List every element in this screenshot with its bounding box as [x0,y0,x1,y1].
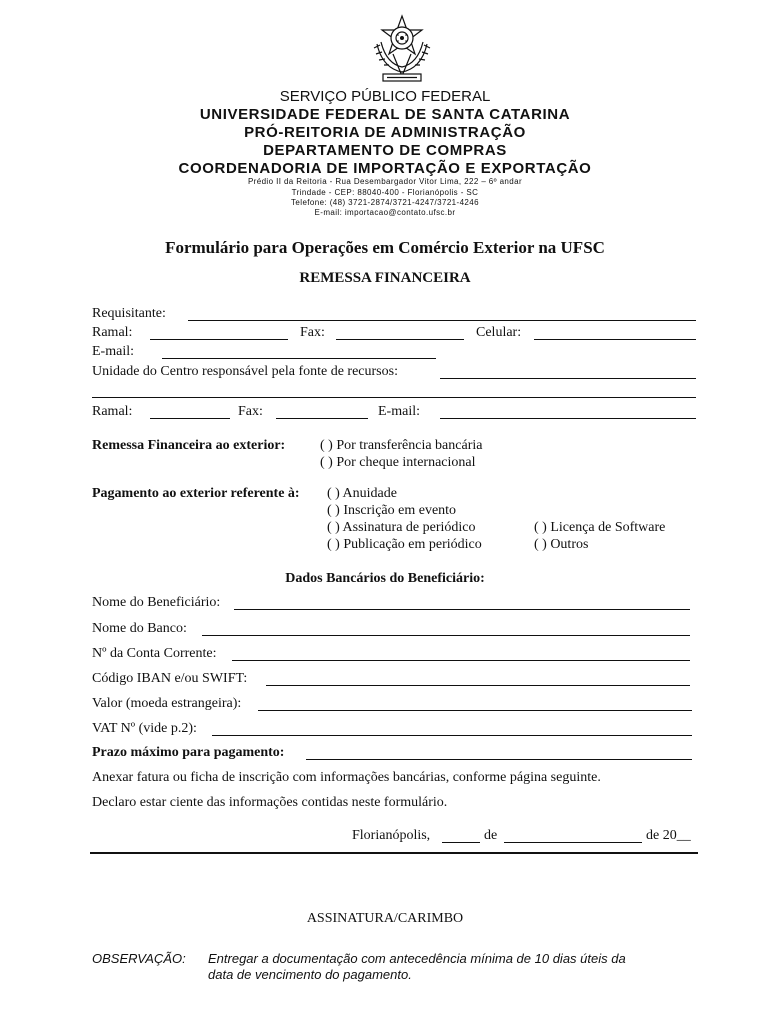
remessa-option-cheque[interactable]: ( ) Por cheque internacional [320,455,476,470]
fax-label: Fax: [300,325,325,340]
ramal2-label: Ramal: [92,404,133,419]
email-line: E-mail: importacao@contato.ufsc.br [314,208,456,217]
pagamento-option-inscricao[interactable]: ( ) Inscrição em evento [327,503,457,518]
coordination-name: COORDENADORIA DE IMPORTAÇÃO E EXPORTAÇÃO [178,160,592,177]
iban-label: Código IBAN e/ou SWIFT: [92,671,248,686]
vat-field[interactable] [212,735,692,736]
valor-label: Valor (moeda estrangeira): [92,696,242,711]
prazo-field[interactable] [306,759,692,760]
fax2-label: Fax: [238,404,263,419]
pagamento-option-publicacao[interactable]: ( ) Publicação em periódico [327,537,482,552]
proreitoria-name: PRÓ-REITORIA DE ADMINISTRAÇÃO [244,124,526,141]
date-day-field[interactable] [442,842,480,843]
unidade-field-continuation[interactable] [92,397,696,398]
conta-label: Nº da Conta Corrente: [92,646,217,661]
observation-label: OBSERVAÇÃO: [92,951,186,966]
coat-of-arms-icon [369,14,435,86]
iban-field[interactable] [266,685,690,686]
ramal-field[interactable] [150,339,288,340]
ramal-label: Ramal: [92,325,133,340]
remessa-option-transferencia[interactable]: ( ) Por transferência bancária [320,438,483,453]
form-subtitle: REMESSA FINANCEIRA [299,270,471,286]
celular-label: Celular: [476,325,522,340]
bank-heading: Dados Bancários do Beneficiário: [285,571,485,586]
beneficiario-field[interactable] [234,609,690,610]
service-title: SERVIÇO PÚBLICO FEDERAL [279,88,491,105]
university-name: UNIVERSIDADE FEDERAL DE SANTA CATARINA [199,106,571,123]
fax-field[interactable] [336,339,464,340]
ramal2-field[interactable] [150,418,230,419]
unidade-label: Unidade do Centro responsável pela fonte de recursos: [92,364,398,379]
separator-line [90,852,698,854]
date-de-1: de [484,828,498,843]
vat-label: VAT Nº (vide p.2): [92,721,197,736]
unidade-field[interactable] [440,378,696,379]
requisitante-field[interactable] [188,320,696,321]
requisitante-label: Requisitante: [92,306,166,321]
banco-field[interactable] [202,635,690,636]
email2-field[interactable] [440,418,696,419]
pagamento-option-anuidade[interactable]: ( ) Anuidade [327,486,397,501]
phone-line: Telefone: (48) 3721-2874/3721-4247/3721-4246 [291,198,479,207]
email-field[interactable] [162,358,436,359]
declaro-note: Declaro estar ciente das informações contidas neste formulário. [92,795,448,810]
pagamento-option-outros[interactable]: ( ) Outros [534,537,589,552]
celular-field[interactable] [534,339,696,340]
department-name: DEPARTAMENTO DE COMPRAS [263,142,507,159]
address-line-1: Prédio II da Reitoria - Rua Desembargador Vitor Lima, 222 – 6º andar [247,177,523,186]
pagamento-label: Pagamento ao exterior referente à: [92,486,300,501]
beneficiario-label: Nome do Beneficiário: [92,595,221,610]
prazo-label: Prazo máximo para pagamento: [92,745,285,760]
date-year: de 20__ [646,828,691,843]
form-title: Formulário para Operações em Comércio Exterior na UFSC [165,238,605,257]
observation-line-2: data de vencimento do pagamento. [208,967,412,982]
date-city: Florianópolis, [352,828,431,843]
signature-label: ASSINATURA/CARIMBO [306,911,464,926]
date-month-field[interactable] [504,842,642,843]
banco-label: Nome do Banco: [92,621,187,636]
pagamento-option-assinatura[interactable]: ( ) Assinatura de periódico [327,520,476,535]
email-label: E-mail: [92,344,134,359]
address-line-2: Trindade - CEP: 88040-400 - Florianópolis - SC [291,188,479,197]
remessa-label: Remessa Financeira ao exterior: [92,438,286,453]
email2-label: E-mail: [378,404,420,419]
valor-field[interactable] [258,710,692,711]
anexar-note: Anexar fatura ou ficha de inscrição com informações bancárias, conforme página seguinte. [92,770,601,785]
fax2-field[interactable] [276,418,368,419]
conta-field[interactable] [232,660,690,661]
observation-line-1: Entregar a documentação com antecedência mínima de 10 dias úteis da [208,951,626,966]
pagamento-option-licenca[interactable]: ( ) Licença de Software [534,520,666,535]
